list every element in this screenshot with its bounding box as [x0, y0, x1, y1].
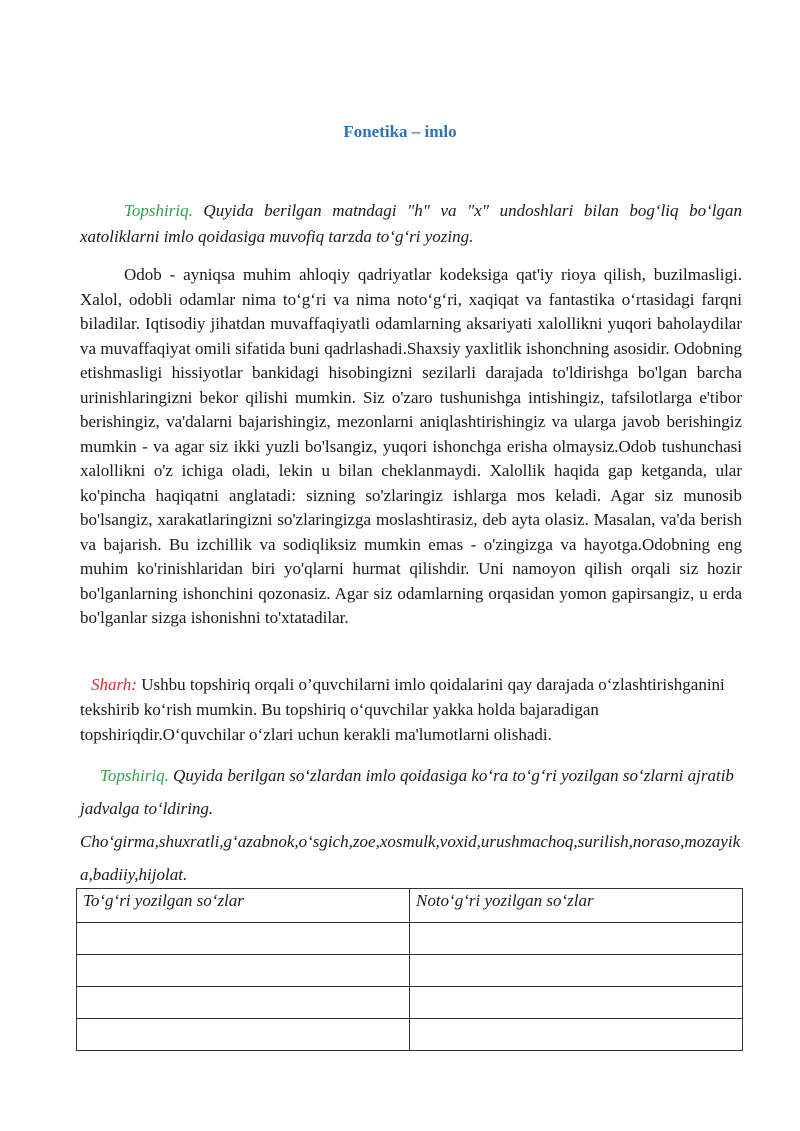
page-title: Fonetika – imlo: [343, 122, 457, 141]
table-header-row: [77, 889, 743, 923]
sharh-label: Sharh:: [91, 675, 137, 694]
table-row: [77, 955, 743, 987]
table-cell-incorrect[interactable]: [410, 923, 743, 955]
table-cell-correct[interactable]: [77, 923, 410, 955]
task-2-paragraph: [80, 759, 742, 825]
task-2-label: Topshiriq.: [100, 766, 169, 785]
word-list: Choʻgirma,shuxratli,gʻazabnok,oʻsgich,zoe,xosmulk,voxid,urushmachoq,surilish,noraso,mozayika,badiiy,hijolat.: [80, 832, 741, 884]
table-row: [77, 923, 743, 955]
table-cell-incorrect[interactable]: [410, 955, 743, 987]
column-header-correct: Toʻgʻri yozilgan soʻzlar: [77, 889, 410, 923]
table-cell-incorrect[interactable]: [410, 987, 743, 1019]
task-1-text: Quyida berilgan matndagi "h" va "x" undoshlari bilan bogʻliq boʻlgan xatoliklarni imlo qoidasiga muvofiq tarzda toʻgʻri yozing.: [80, 201, 742, 246]
task-1-label: Topshiriq.: [124, 201, 193, 220]
column-header-incorrect: Notoʻgʻri yozilgan soʻzlar: [410, 889, 743, 923]
table-cell-incorrect[interactable]: [410, 1019, 743, 1051]
table-cell-correct[interactable]: [77, 1019, 410, 1051]
task-1-paragraph: [80, 198, 742, 250]
table-row: [77, 1019, 743, 1051]
answer-table: [76, 888, 743, 1051]
sharh-paragraph: [80, 672, 742, 747]
main-text-paragraph: Odob - ayniqsa muhim ahloqiy qadriyatlar kodeksiga qat'iy rioya qilish, buzilmasligi. Xalol, odobli odamlar nima to‘g‘ri va nima noto‘g‘ri, xaqiqat va fantastika o‘rtasidagi farqni biladilar. Iqtisodiy jihatdan muvaffaqiyatli odamlarning aksariyati xalollikni yuqori baholaydilar va muvaffaqiyat omili sifatida buni qadrlashadi.Shaxsiy yaxlitlik ishonchning asosidir. Odobning etishmasligi hissiyotlar bankidagi hisobingizni sezilarli darajada to'ldirishga bo'lgan barcha urinishlaringizni bekor qilishi mumkin. Siz o'zaro tushunishga intishingiz, tafsilotlarga e'tibor berishingiz, va'dalarni bajarishingiz, mezonlarni aniqlashtirishingiz va ularga javob berishingiz mumkin - va agar siz ikki yuzli bo'lsangiz, yuqori ishonchga erisha olmaysiz.Odob tushunchasi xalollikni o'z ichiga oladi, lekin u bilan cheklanmaydi. Xalollik haqida gap ketganda, ular ko'pincha haqiqatni anglatadi: sizning so'zlaringiz ishlarga mos keladi. Agar siz munosib bo'lsangiz, xarakatlaringizni so'zlaringizga moslashtirasiz, deb ayta olasiz. Masalan, va'da berish va bajarish. Bu izchillik va sodiqliksiz mumkin emas - o'zingizga va hayotga.Odobning eng muhim ko'rinishlaridan biri yo'qlarni hurmat qilishdir. Uni namoyon qilish orqali siz hozir bo'lganlarning ishonchini qozonasiz. Agar siz odamlarning orqasidan yomon gapirsangiz, u erda bo'lganlar sizga ishonishni to'xtatadilar.: [80, 265, 742, 627]
sharh-text: Ushbu topshiriq orqali o’quvchilarni imlo qoidalarini qay darajada o‘zlashtirishganini tekshirib ko‘rish mumkin. Bu topshiriq o‘quvchilar yakka holda bajaradigan topshiriqdir.O‘quvchilar o‘zlari uchun kerakli ma'lumotlarni olishadi.: [80, 675, 725, 744]
table-cell-correct[interactable]: [77, 955, 410, 987]
table-row: [77, 987, 743, 1019]
table-cell-correct[interactable]: [77, 987, 410, 1019]
task-2-text: Quyida berilgan soʻzlardan imlo qoidasiga koʻra toʻgʻri yozilgan soʻzlarni ajratib jadvalga toʻldiring.: [80, 766, 734, 818]
